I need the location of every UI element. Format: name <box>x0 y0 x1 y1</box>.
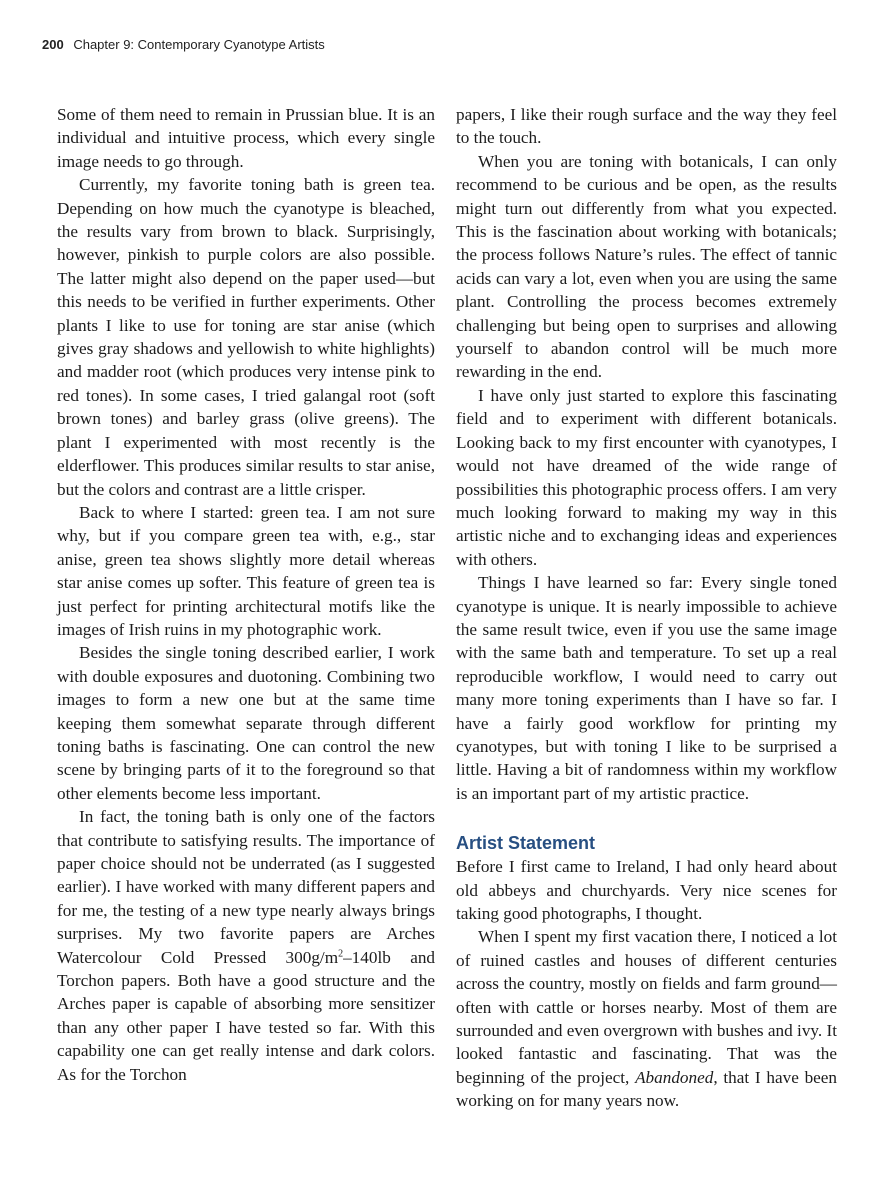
paragraph: I have only just started to explore this fascinating field and to experiment with different botanicals. Looking back to my first encounter with cyanotypes, I would not have dreamed of the wide range of possibilities this photographic process offers. I am very much looking forward to making my way in this artistic niche and to exchanging ideas and experiences with others. <box>456 385 837 569</box>
paragraph: Besides the single toning described earlier, I work with double exposures and duotoning. Combining two images to form a new one but at the same time keeping them somewhat separate through different toning baths is fascinating. One can control the new scene by bringing parts of it to the foreground so that other elements become less important. <box>57 643 435 803</box>
paragraph: Currently, my favorite toning bath is green tea. Depending on how much the cyanotype is bleached, the results vary from brown to black. Surprisingly, however, pinkish to purple colors are also possible. The latter might also depend on the paper used—but this needs to be verified in further experiments. Other plants I like to use for toning are star anise (which gives gray shadows and yellowish to white highlights) and madder root (which produces very intense pink to red tones). In some cases, I tried galangal root (soft brown tones) and barley grass (olive greens). The plant I experimented with most recently is the elderflower. This produces similar results to star anise, but the colors and contrast are a little crisper. <box>57 175 435 499</box>
paragraph: Back to where I started: green tea. I am not sure why, but if you compare green tea with, e.g., star anise, green tea shows slightly more detail whereas star anise comes up softer. This feature of green tea is just perfect for printing architectural motifs like the images of Irish ruins in my photographic work. <box>57 502 435 639</box>
page-number: 200 <box>42 37 64 52</box>
paragraph-text: –140lb and Torchon papers. Both have a good structure and the Arches paper is capable of absorbing more sensitizer than any other paper I have tested so far. With this capability one can get really intense and dark colors. As for the Torchon <box>57 947 436 1084</box>
paragraph: Before I first came to Ireland, I had only heard about old abbeys and churchyards. Very nice scenes for taking good photographs, I thought. <box>456 857 837 923</box>
project-title: Abandoned <box>635 1067 714 1087</box>
superscript: 2 <box>338 947 344 959</box>
paragraph-text: , that I have been working on for many years now. <box>456 1067 838 1111</box>
paragraph <box>57 805 435 1086</box>
paragraph: Things I have learned so far: Every single toned cyanotype is unique. It is nearly impossible to achieve the same result twice, even if you use the same image with the same bath and temperature. To set up a real reproducible workflow, I would need to carry out many more toning experiments than I have so far. I have a fairly good workflow for printing my cyanotypes, but with toning I like to be surprised a little. Having a bit of randomness within my workflow is an important part of my artistic practice. <box>456 573 837 803</box>
paragraph-text: In fact, the toning bath is only one of the factors that contribute to satisfying results. The importance of paper choice should not be underrated (as I suggested earlier). I have worked with many different papers and for me, the testing of a new type nearly always brings surprises. My two favorite papers are Arches Watercolour Cold Pressed 300g/m <box>57 807 435 967</box>
section-heading: Artist Statement <box>456 833 596 854</box>
chapter-title: Chapter 9: Contemporary Cyanotype Artists <box>73 37 325 52</box>
running-header <box>42 37 325 52</box>
right-column <box>456 103 837 1113</box>
paragraph: papers, I like their rough surface and the way they feel to the touch. <box>456 105 837 148</box>
paragraph: When you are toning with botanicals, I can only recommend to be curious and be open, as the results might turn out differently from what you expected. This is the fascination about working with botanicals; the process follows Nature’s rules. The effect of tannic acids can vary a lot, even when you are using the same plant. Controlling the process becomes extremely challenging but being open to surprises and allowing yourself to abandon control will be much more rewarding in the end. <box>456 151 837 382</box>
paragraph <box>456 925 837 1112</box>
left-column <box>57 103 435 1086</box>
paragraph-text: When I spent my first vacation there, I noticed a lot of ruined castles and houses of different centuries across the country, mostly on fields and farm ground—often with cattle or horses nearby. Most of them are surrounded and even overgrown with bushes and ivy. It looked fantastic and fascinating. That was the beginning of the project, <box>456 927 837 1087</box>
paragraph: Some of them need to remain in Prussian blue. It is an individual and intuitive process, which every single image needs to go through. <box>57 105 435 171</box>
